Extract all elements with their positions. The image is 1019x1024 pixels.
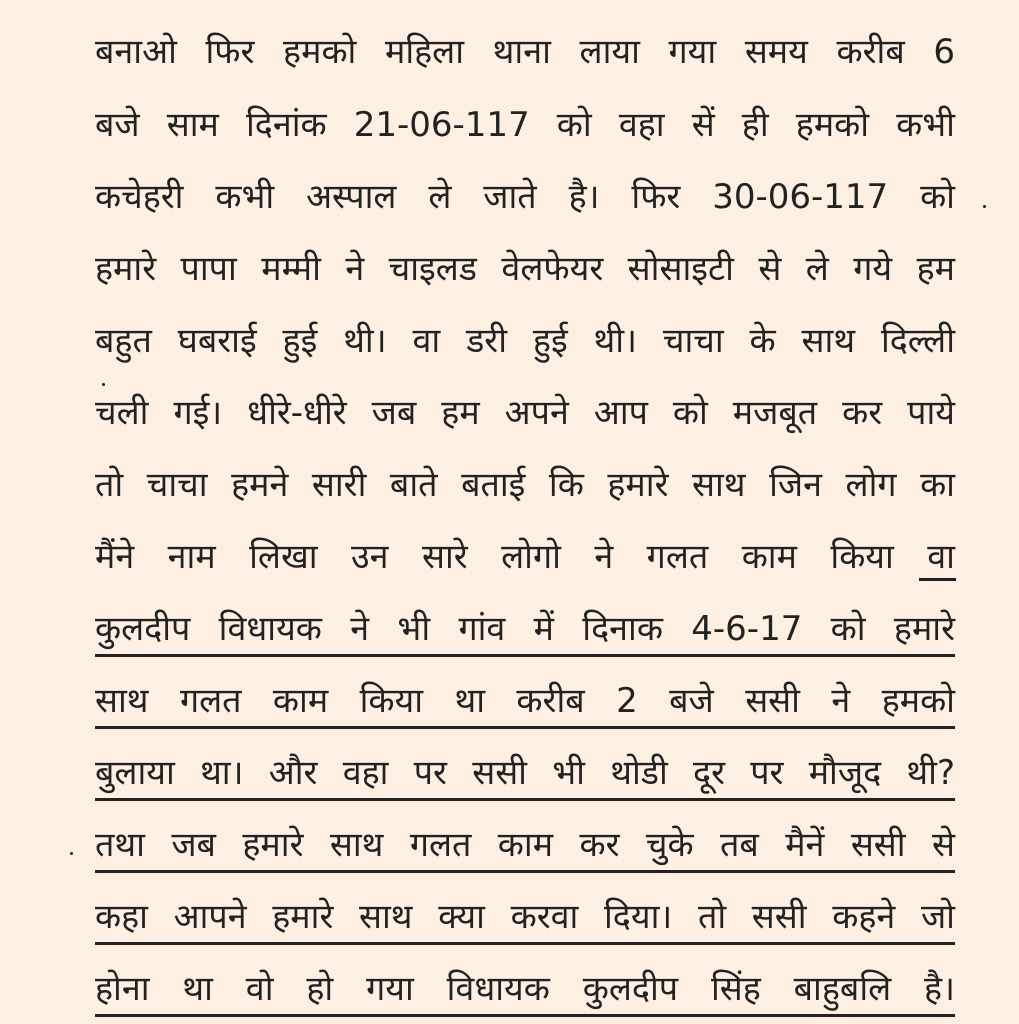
text-line-12: तथा जब हमारे साथ गलत काम कर चुके तब मैनें ससी से (95, 820, 955, 873)
cut-off-glyph (510, 0, 550, 4)
text-line-14: होना था वो हो गया विधायक कुलदीप सिंह बाहुबलि है। (95, 964, 955, 1017)
text-line-6: चली गई। धीरे-धीरे जब हम अपने आप को मजबूत कर पाये (95, 393, 955, 433)
text-line-4: हमारे पापा मम्मी ने चाइलड वेलफेयर सोसाइटी से ले गये हम (95, 249, 955, 289)
stray-dot (70, 852, 73, 855)
text-line-8 (95, 532, 955, 582)
text-line-9: कुलदीप विधायक ने भी गांव में दिनाक 4-6-17 को हमारे (95, 604, 955, 657)
text-line-8-content: मैंने नाम लिखा उन सारे लोगो ने गलत काम किया वा (95, 537, 955, 577)
stray-dot (983, 205, 986, 208)
partial-underline (919, 578, 956, 581)
text-line-13: कहा आपने हमारे साथ क्या करवा दिया। तो ससी कहने जो (95, 892, 955, 945)
text-line-2: बजे साम दिनांक 21-06-117 को वहा सें ही हमको कभी (95, 105, 955, 145)
text-line-10: साथ गलत काम किया था करीब 2 बजे ससी ने हमको (95, 676, 955, 729)
text-line-7: तो चाचा हमने सारी बाते बताई कि हमारे साथ जिन लोग का (95, 465, 955, 505)
text-line-1: बनाओ फिर हमको महिला थाना लाया गया समय करीब 6 (95, 32, 955, 72)
stray-dot (102, 383, 105, 386)
text-line-11: बुलाया था। और वहा पर ससी भी थोडी दूर पर मौजूद थी? (95, 748, 955, 801)
text-line-5: बहुत घबराई हुई थी। वा डरी हुई थी। चाचा के साथ दिल्ली (95, 321, 955, 361)
text-line-3: कचेहरी कभी अस्पाल ले जाते है। फिर 30-06-117 को (95, 177, 955, 217)
